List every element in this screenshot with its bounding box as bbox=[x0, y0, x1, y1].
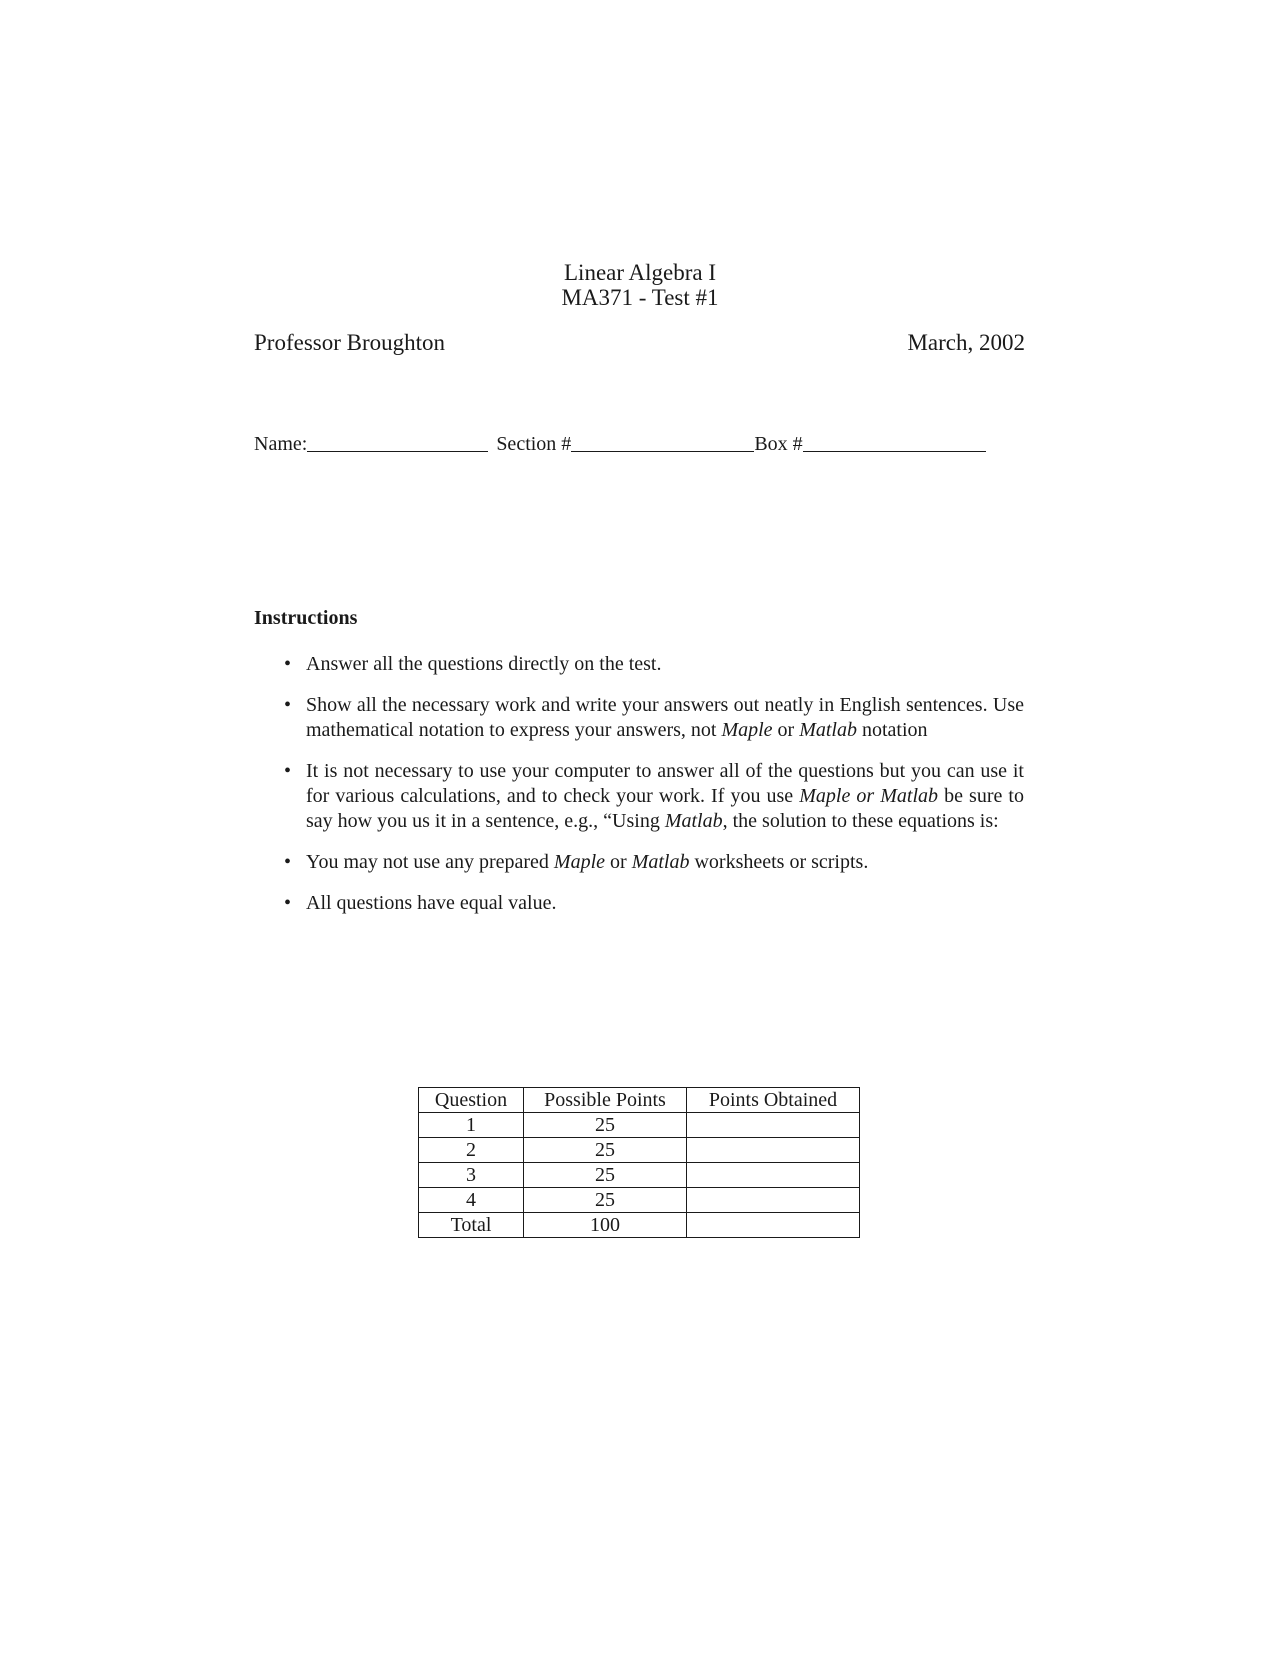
table-row bbox=[419, 1188, 860, 1213]
instruction-item: • It is not necessary to use your computer to answer all of the questions but you can use it for various calculations, and to check your work. If you use Maple or Matlab be sure to say how you us it in a sentence, e.g., “Using Matlab, the solution to these equations is: bbox=[284, 760, 1024, 832]
student-info-line bbox=[254, 433, 1024, 456]
points-obtained-cell[interactable] bbox=[687, 1138, 860, 1163]
bullet-icon: • bbox=[284, 851, 292, 873]
name-field[interactable] bbox=[307, 450, 488, 452]
total-label-cell: Total bbox=[419, 1213, 524, 1238]
instruction-item: • Answer all the questions directly on the test. bbox=[284, 653, 662, 675]
question-cell: 2 bbox=[419, 1138, 524, 1163]
points-obtained-cell[interactable] bbox=[687, 1188, 860, 1213]
possible-points-cell: 25 bbox=[524, 1138, 687, 1163]
box-label: Box # bbox=[754, 433, 803, 455]
test-title: MA371 - Test #1 bbox=[561, 285, 719, 310]
title-block bbox=[0, 260, 1280, 310]
instructions-heading: Instructions bbox=[254, 607, 358, 629]
table-row bbox=[419, 1138, 860, 1163]
instruction-item: • Show all the necessary work and write your answers out neatly in English sentences. Use mathematical notation to express your answers, not Maple or Matlab notation bbox=[284, 694, 1024, 741]
table-header-row bbox=[419, 1088, 860, 1113]
column-header-question: Question bbox=[419, 1088, 524, 1113]
column-header-possible-points: Possible Points bbox=[524, 1088, 687, 1113]
bullet-icon: • bbox=[284, 760, 292, 782]
score-table bbox=[418, 1087, 860, 1238]
course-title: Linear Algebra I bbox=[564, 260, 716, 285]
table-row bbox=[419, 1163, 860, 1188]
bullet-icon: • bbox=[284, 653, 292, 675]
points-obtained-cell[interactable] bbox=[687, 1163, 860, 1188]
name-label: Name: bbox=[254, 433, 308, 455]
possible-points-cell: 25 bbox=[524, 1188, 687, 1213]
table-row bbox=[419, 1113, 860, 1138]
question-cell: 1 bbox=[419, 1113, 524, 1138]
possible-points-cell: 25 bbox=[524, 1113, 687, 1138]
section-label: Section # bbox=[496, 433, 572, 455]
instruction-item: • You may not use any prepared Maple or Matlab worksheets or scripts. bbox=[284, 851, 869, 873]
question-cell: 4 bbox=[419, 1188, 524, 1213]
box-field[interactable] bbox=[803, 450, 986, 452]
exam-date: March, 2002 bbox=[907, 330, 1025, 355]
column-header-points-obtained: Points Obtained bbox=[687, 1088, 860, 1113]
points-obtained-cell[interactable] bbox=[687, 1113, 860, 1138]
total-possible-cell: 100 bbox=[524, 1213, 687, 1238]
possible-points-cell: 25 bbox=[524, 1163, 687, 1188]
table-row-total bbox=[419, 1213, 860, 1238]
bullet-icon: • bbox=[284, 694, 292, 716]
instruction-item: • All questions have equal value. bbox=[284, 892, 557, 914]
section-field[interactable] bbox=[571, 450, 754, 452]
professor-name: Professor Broughton bbox=[254, 330, 446, 355]
bullet-icon: • bbox=[284, 892, 292, 914]
question-cell: 3 bbox=[419, 1163, 524, 1188]
total-obtained-cell[interactable] bbox=[687, 1213, 860, 1238]
instructions-list bbox=[254, 652, 1024, 932]
